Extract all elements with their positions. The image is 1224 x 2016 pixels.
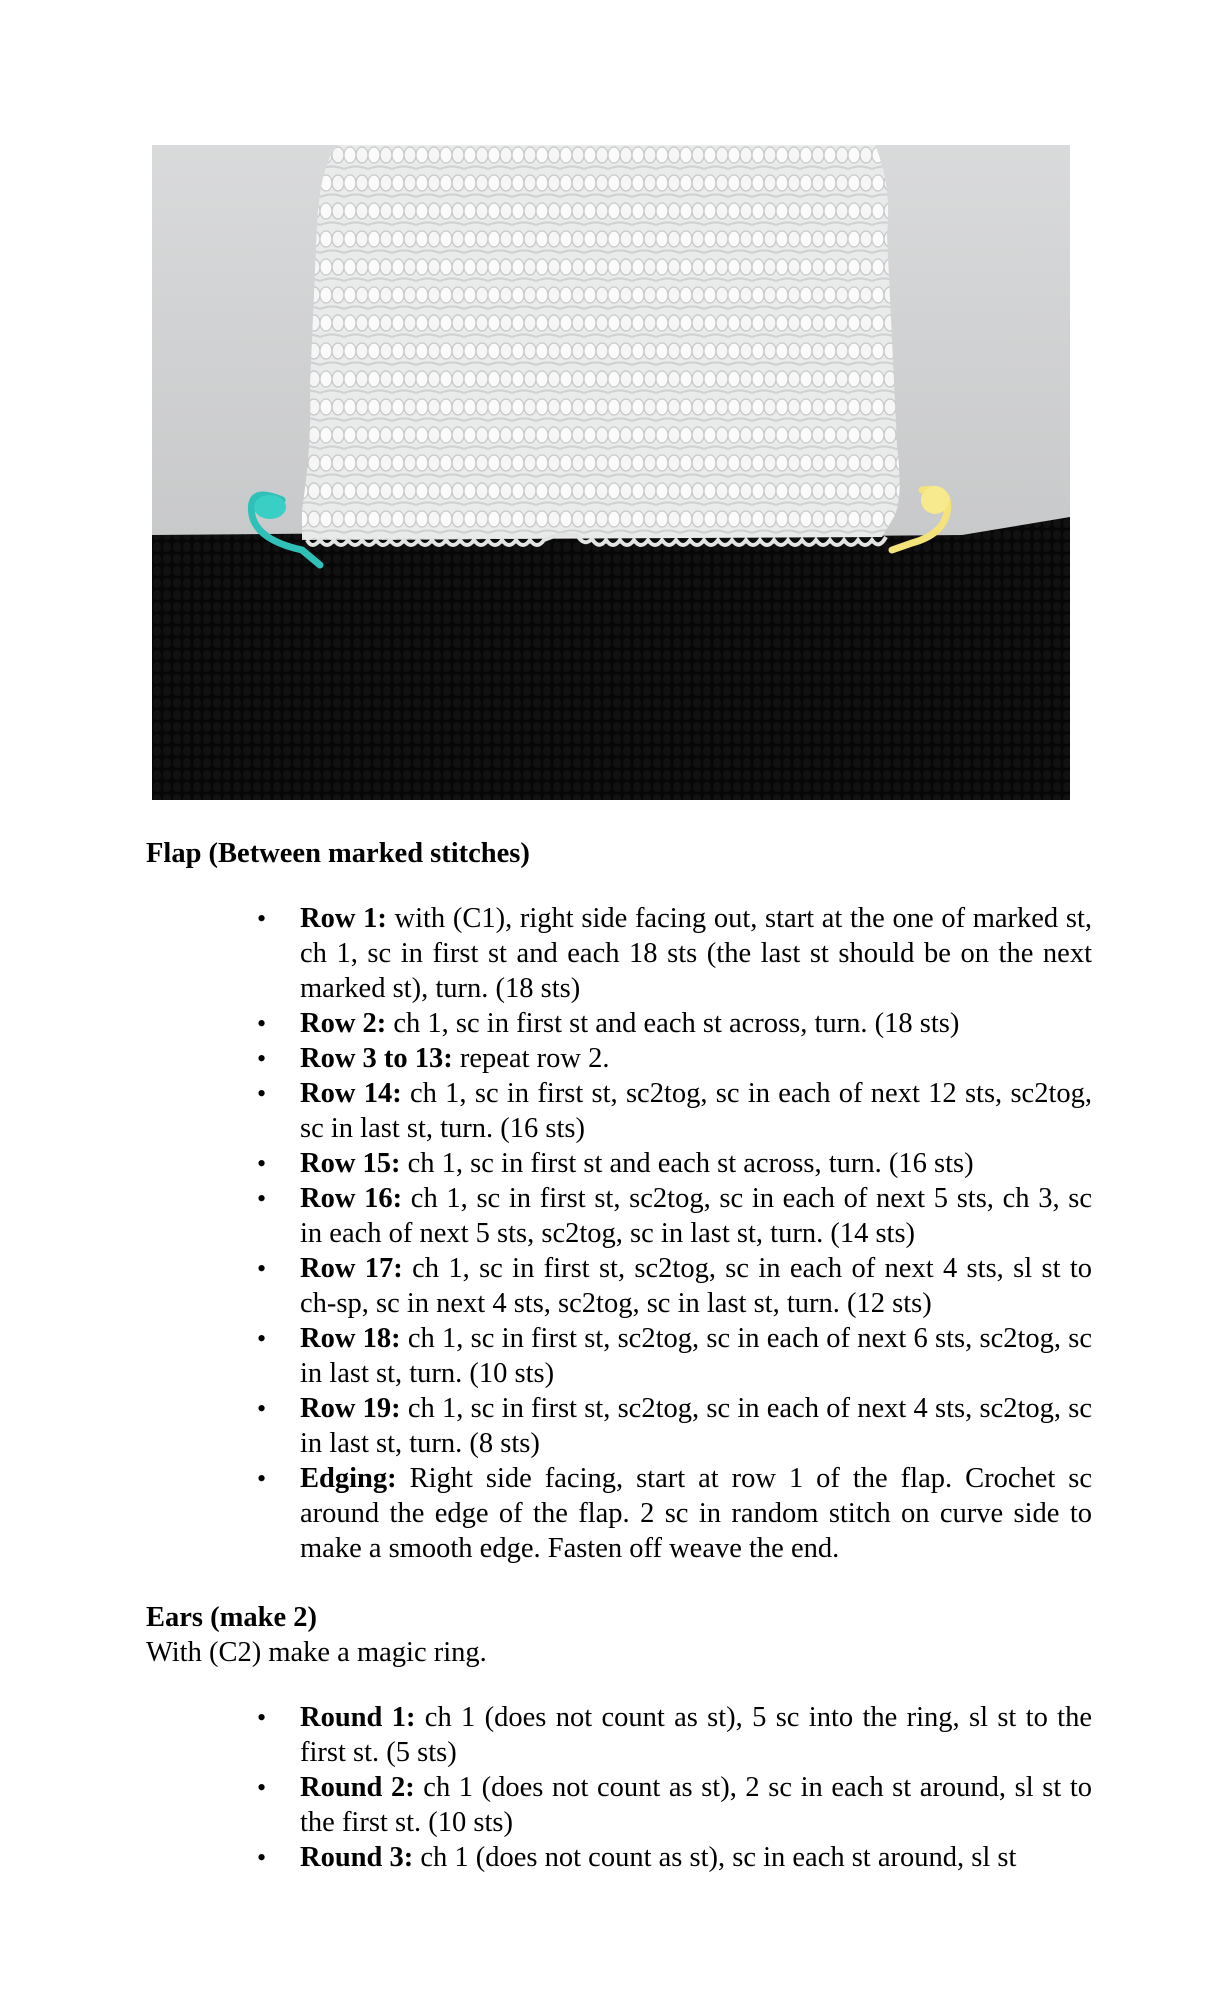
step-text: ch 1 (does not count as st), sc in each st around, sl st — [413, 1842, 1017, 1873]
list-item — [257, 901, 1092, 1006]
step-label: Row 17: — [300, 1253, 403, 1284]
list-item — [257, 1770, 1092, 1840]
list-item — [257, 1700, 1093, 1770]
list-item — [257, 1041, 1092, 1076]
step-text: ch 1, sc in first st, sc2tog, sc in each of next 12 sts, sc2tog, sc in last st, turn. (16 sts) — [300, 1078, 1093, 1144]
step-label: Row 18: — [300, 1323, 401, 1354]
step-label: Row 19: — [300, 1393, 401, 1424]
list-item — [257, 1076, 1093, 1146]
step-text: ch 1, sc in first st, sc2tog, sc in each of next 6 sts, sc2tog, sc in last st, turn. (10 sts) — [300, 1323, 1092, 1389]
white-crochet-flap — [302, 145, 900, 540]
step-label: Row 3 to 13: — [300, 1043, 453, 1074]
step-label: Row 14: — [300, 1078, 402, 1109]
list-item — [257, 1840, 1092, 1875]
list-item — [257, 1391, 1092, 1461]
bullet-icon: • — [257, 1149, 267, 1178]
bullet-icon: • — [257, 1464, 267, 1493]
step-text: ch 1, sc in first st, sc2tog, sc in each of next 4 sts, sc2tog, sc in last st, turn. (8 sts) — [300, 1393, 1092, 1459]
step-label: Round 1: — [300, 1702, 416, 1733]
ears-steps-list — [257, 1700, 1093, 1875]
list-item — [257, 1461, 1092, 1566]
ears-intro: With (C2) make a magic ring. — [146, 1637, 487, 1668]
bullet-icon: • — [257, 1009, 267, 1038]
photo-canvas — [152, 145, 1070, 800]
step-text: ch 1, sc in first st and each st across, turn. (16 sts) — [400, 1148, 974, 1179]
bullet-icon: • — [257, 1773, 267, 1802]
step-label: Row 15: — [300, 1148, 401, 1179]
step-text: Right side facing, start at row 1 of the flap. Crochet sc around the edge of the flap. 2 sc in random stitch on curve side to make a smooth edge. Fasten off weave the end. — [300, 1463, 1092, 1564]
bullet-icon: • — [257, 1703, 267, 1732]
step-text: ch 1 (does not count as st), 2 sc in each st around, sl st to the first st. (10 sts) — [300, 1772, 1092, 1838]
flap-section — [146, 836, 1092, 871]
list-item — [257, 1146, 1092, 1181]
bullet-icon: • — [257, 1254, 267, 1283]
bullet-icon: • — [257, 1079, 267, 1108]
step-text: repeat row 2. — [452, 1043, 610, 1074]
flap-heading: Flap (Between marked stitches) — [146, 838, 530, 869]
list-item — [257, 1321, 1092, 1391]
step-label: Row 2: — [300, 1008, 387, 1039]
list-item — [257, 1251, 1093, 1321]
step-text: ch 1, sc in first st and each st across, turn. (18 sts) — [386, 1008, 960, 1039]
step-label: Round 3: — [300, 1842, 414, 1873]
ears-heading: Ears (make 2) — [146, 1602, 317, 1633]
bullet-icon: • — [257, 1184, 267, 1213]
list-item — [257, 1006, 1092, 1041]
step-label: Edging: — [300, 1463, 397, 1494]
crochet-flap-photo — [152, 145, 1070, 800]
black-crochet-base — [152, 517, 1070, 800]
bullet-icon: • — [257, 1044, 267, 1073]
step-label: Row 16: — [300, 1183, 403, 1214]
step-text: ch 1 (does not count as st), 5 sc into the ring, sl st to the first st. (5 sts) — [300, 1702, 1093, 1768]
list-item — [257, 1181, 1093, 1251]
step-label: Round 2: — [300, 1772, 415, 1803]
step-text: ch 1, sc in first st, sc2tog, sc in each of next 4 sts, sl st to ch-sp, sc in next 4 sts, sc2tog, sc in last st, turn. (12 sts) — [300, 1253, 1093, 1319]
flap-steps-list — [257, 901, 1093, 1566]
bullet-icon: • — [257, 904, 267, 933]
step-text: ch 1, sc in first st, sc2tog, sc in each of next 5 sts, ch 3, sc in each of next 5 sts, sc2tog, sc in last st, turn. (14 sts) — [300, 1183, 1093, 1249]
bullet-icon: • — [257, 1843, 267, 1872]
bullet-icon: • — [257, 1394, 267, 1423]
ears-section — [146, 1600, 1092, 1670]
step-label: Row 1: — [300, 903, 387, 934]
step-text: with (C1), right side facing out, start at the one of marked st, ch 1, sc in first st and each 18 sts (the last st should be on the next marked st), turn. (18 sts) — [300, 903, 1092, 1004]
bullet-icon: • — [257, 1324, 267, 1353]
